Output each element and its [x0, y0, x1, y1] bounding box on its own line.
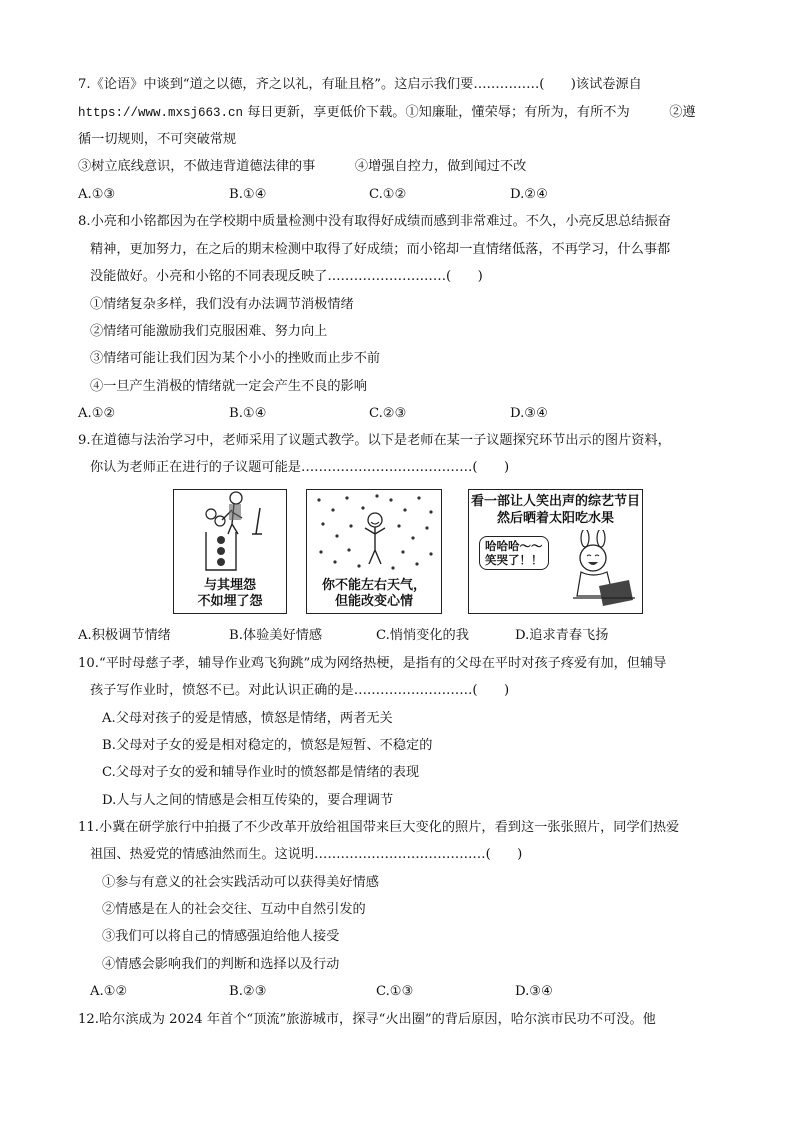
q8-item-3: ③情绪可能让我们因为某个小小的挫败而止步不前	[90, 351, 381, 366]
q9-option-d: D.追求青春飞扬	[515, 628, 609, 643]
q8-item-1: ①情绪复杂多样，我们没有办法调节消极情绪	[90, 297, 354, 312]
q9-image3-speech-bubble	[479, 536, 549, 570]
q9-image-weather-mood	[306, 489, 442, 614]
q11-item-4: ④情感会影响我们的判断和选择以及行动	[102, 957, 340, 972]
q7-stem-line1: 7.《论语》中谈到“道之以德，齐之以礼，有耻且格”。这启示我们要……………( )该试卷源自	[78, 77, 642, 92]
q9-image2-caption-line2: 但能改变心情	[334, 594, 413, 609]
q9-option-a: A.积极调节情绪	[78, 628, 171, 643]
q9-image-variety-show	[468, 489, 643, 614]
q9-image3-bubble-line2: 笑哭了！！	[485, 553, 543, 567]
q8-item-4: ④一旦产生消极的情绪就一定会产生不良的影响	[90, 379, 367, 394]
q8-option-c: C.②③	[369, 406, 407, 421]
q8-option-a: A.①②	[78, 406, 116, 421]
q9-image1-caption-line2: 不如埋了怨	[197, 594, 263, 609]
q11-stem-line1: 11.小冀在研学旅行中拍摄了不少改革开放给祖国带来巨大变化的照片，看到这一张张照片，同学们热爱	[78, 820, 680, 835]
q11-option-b: B.②③	[229, 984, 267, 999]
q10-option-b: B.父母对子女的爱是相对稳定的，愤怒是短暂、不稳定的	[102, 738, 433, 753]
q11-item-3: ③我们可以将自己的情感强迫给他人接受	[102, 929, 340, 944]
q7-option-a: A.①③	[78, 187, 116, 202]
q8-option-d: D.③④	[510, 406, 548, 421]
q10-option-a: A.父母对孩子的爱是情感，愤怒是情绪，两者无关	[102, 711, 393, 726]
q11-option-d: D.③④	[515, 984, 553, 999]
q7-option-b: B.①④	[229, 187, 267, 202]
q7-option-c: C.①②	[369, 187, 407, 202]
q9-option-b: B.体验美好情感	[229, 628, 323, 643]
q11-option-c: C.①③	[376, 984, 414, 999]
q7-stem-line3: 循一切规则，不可突破常规	[78, 132, 237, 147]
person-digging-icon	[174, 490, 286, 572]
rain-person-icon	[307, 490, 441, 574]
q11-item-2: ②情感是在人的社会交往、互动中自然引发的	[102, 902, 366, 917]
q9-image3-text-line2: 然后晒着太阳吃水果	[496, 511, 614, 526]
q8-item-2: ②情绪可能激励我们克服困难、努力向上	[90, 324, 328, 339]
q11-stem-line2: 祖国、热爱党的情感油然而生。这说明…………………………………( )	[90, 847, 523, 862]
q9-image1-caption-line1: 与其埋怨	[203, 578, 256, 593]
q9-option-c: C.悄悄变化的我	[376, 628, 469, 643]
q8-stem-line1: 8.小亮和小铭都因为在学校期中质量检测中没有取得好成绩而感到非常难过。不久，小亮反思总结振奋	[78, 214, 671, 229]
laughing-girl-laptop-icon	[559, 530, 639, 610]
q9-stem-line2: 你认为老师正在进行的子议题可能是…………………………………( )	[90, 460, 510, 475]
q7-stem-line2-text: 每日更新，享更低价下载。①知廉耻，懂荣辱；有所为，有所不为 ②遵	[243, 105, 696, 120]
q11-option-a: A.①②	[90, 984, 128, 999]
q8-option-b: B.①④	[229, 406, 267, 421]
q11-item-1: ①参与有意义的社会实践活动可以获得美好情感	[102, 875, 379, 890]
q7-stem-line4: ③树立底线意识，不做违背道德法律的事 ④增强自控力，做到闻过不改	[78, 159, 527, 174]
q9-image2-caption-line1: 你不能左右天气，	[321, 578, 426, 593]
q12-stem-line1: 12.哈尔滨成为 2024 年首个“顶流”旅游城市，探寻“火出圈”的背后原因，哈尔滨市民功不可没。他	[78, 1012, 656, 1027]
q10-option-c: C.父母对子女的爱和辅导作业时的愤怒都是情绪的表现	[102, 765, 420, 780]
q7-stem-line2	[78, 104, 696, 122]
q9-image-bury-complaints	[173, 489, 287, 614]
q9-image3-text-line1: 看一部让人笑出声的综艺节目	[470, 494, 640, 509]
q10-option-d: D.人与人之间的情感是会相互传染的，要合理调节	[102, 793, 394, 808]
q9-image3-bubble-line1: 哈哈哈～～	[485, 539, 543, 553]
q10-stem-line2: 孩子写作业时，愤怒不已。对此认识正确的是………………………( )	[90, 683, 510, 698]
q10-stem-line1: 10.“平时母慈子孝，辅导作业鸡飞狗跳”成为网络热梗，是指有的父母在平时对孩子疼爱有加，但辅导	[78, 656, 667, 671]
q7-option-d: D.②④	[510, 187, 548, 202]
q8-stem-line3: 没能做好。小亮和小铭的不同表现反映了………………………( )	[90, 269, 483, 284]
q8-stem-line2: 精神，更加努力，在之后的期末检测中取得了好成绩；而小铭却一直情绪低落，不再学习，什么事都	[90, 242, 671, 257]
q9-stem-line1: 9.在道德与法治学习中，老师采用了议题式教学。以下是老师在某一子议题探究环节出示的图片资料，	[78, 433, 671, 448]
source-url[interactable]: https://www.mxsj663.cn	[78, 106, 244, 120]
